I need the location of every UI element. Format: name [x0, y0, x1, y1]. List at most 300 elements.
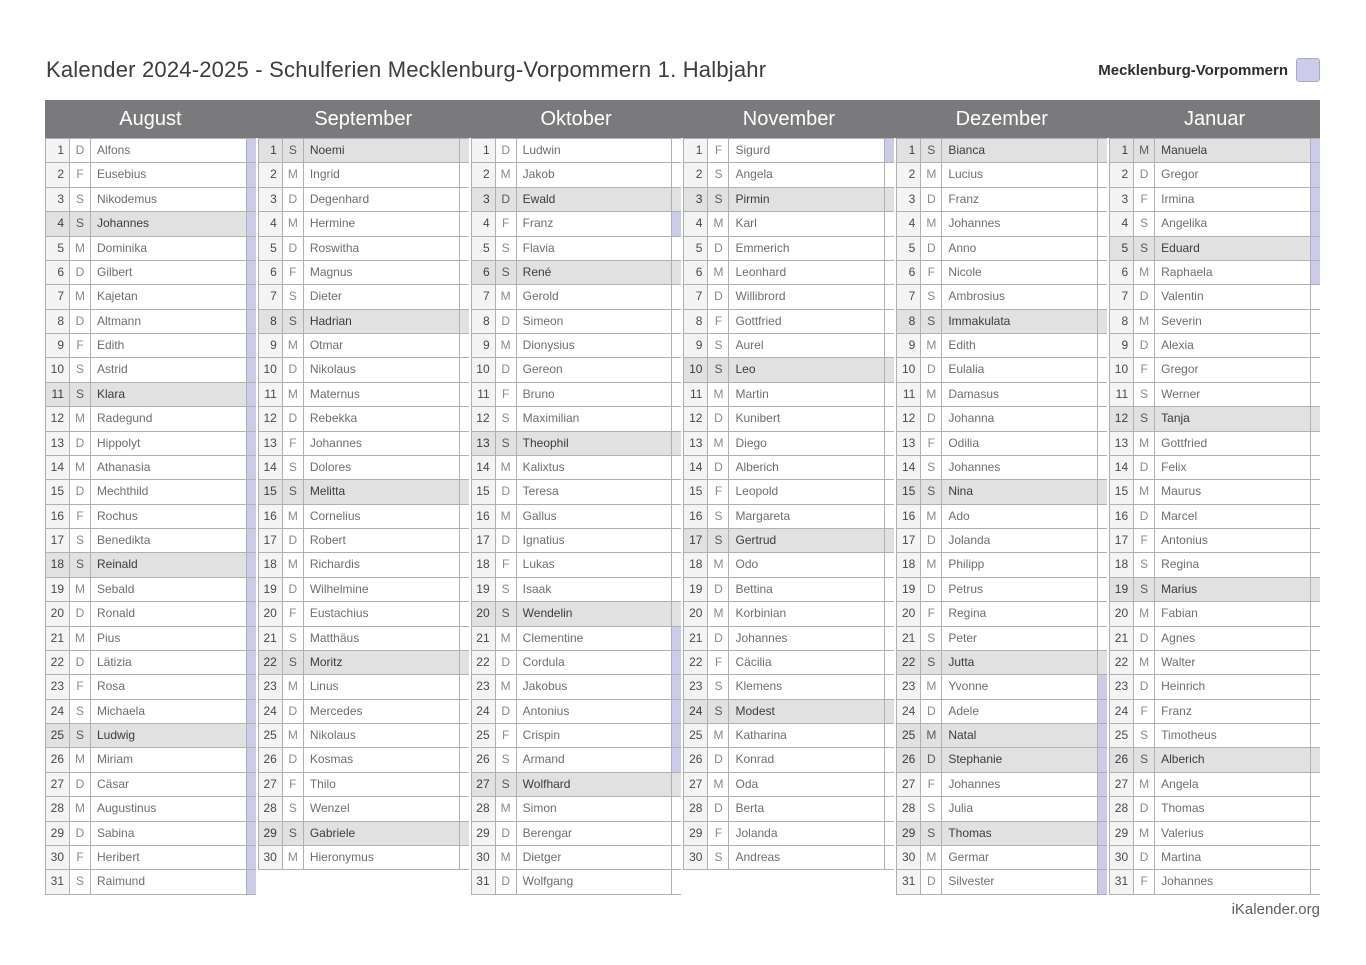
name-day: Angela [1155, 773, 1311, 796]
weekday-letter: M [921, 334, 942, 357]
weekday-letter: S [496, 578, 517, 601]
name-day: Leopold [729, 480, 885, 503]
day-row [1109, 846, 1320, 870]
site-credit-link[interactable]: iKalender.org [1231, 901, 1320, 918]
day-row [1109, 553, 1320, 577]
day-number: 26 [45, 748, 70, 771]
name-day: Dolores [304, 456, 460, 479]
name-day: Bettina [729, 578, 885, 601]
weekday-letter: D [283, 529, 304, 552]
day-row [896, 456, 1107, 480]
name-day: Marius [1155, 578, 1311, 601]
name-day: Korbinian [729, 602, 885, 625]
day-number: 27 [683, 773, 708, 796]
day-number: 28 [258, 797, 283, 820]
day-row [896, 285, 1107, 309]
strip-spacer [460, 773, 469, 796]
day-number: 30 [683, 846, 708, 869]
day-number: 2 [1109, 163, 1134, 186]
weekday-letter: S [708, 358, 729, 381]
strip-spacer [460, 846, 469, 869]
school-holiday-strip [1311, 237, 1320, 260]
day-row [45, 383, 256, 407]
day-number: 14 [258, 456, 283, 479]
day-row [258, 529, 469, 553]
name-day: Leo [729, 358, 885, 381]
strip-spacer [460, 163, 469, 186]
strip-spacer [885, 846, 894, 869]
strip-spacer [885, 724, 894, 747]
day-row [45, 822, 256, 846]
school-holiday-strip [247, 139, 256, 162]
school-holiday-strip [247, 529, 256, 552]
strip-spacer [1311, 310, 1320, 333]
name-day: Cäsar [91, 773, 247, 796]
day-row [1109, 358, 1320, 382]
day-row [258, 310, 469, 334]
weekday-letter: F [921, 773, 942, 796]
day-row [45, 188, 256, 212]
weekday-letter: M [283, 505, 304, 528]
weekday-letter: D [70, 310, 91, 333]
day-row [683, 773, 894, 797]
strip-spacer [1098, 407, 1107, 430]
strip-spacer [460, 456, 469, 479]
school-holiday-strip [247, 456, 256, 479]
day-row [683, 748, 894, 772]
day-row [1109, 822, 1320, 846]
day-row [683, 627, 894, 651]
name-day: Ignatius [517, 529, 673, 552]
strip-spacer [1311, 822, 1320, 845]
day-row [258, 773, 469, 797]
name-day: Pirmin [729, 188, 885, 211]
day-number: 12 [896, 407, 921, 430]
weekday-letter: M [283, 163, 304, 186]
weekday-letter: F [921, 602, 942, 625]
strip-spacer [460, 358, 469, 381]
day-number: 6 [45, 261, 70, 284]
day-row [258, 212, 469, 236]
weekday-letter: S [283, 797, 304, 820]
strip-spacer [1098, 432, 1107, 455]
weekday-letter: D [1134, 163, 1155, 186]
name-day: Eustachius [304, 602, 460, 625]
name-day: Kosmas [304, 748, 460, 771]
strip-spacer [1098, 651, 1107, 674]
name-day: Petrus [942, 578, 1098, 601]
name-day: Jolanda [729, 822, 885, 845]
weekday-letter: D [1134, 334, 1155, 357]
day-number: 25 [683, 724, 708, 747]
day-number: 16 [896, 505, 921, 528]
strip-spacer [672, 578, 681, 601]
day-number: 8 [471, 310, 496, 333]
day-row [1109, 480, 1320, 504]
month-header: Januar [1183, 108, 1246, 130]
day-row [1109, 748, 1320, 772]
weekday-letter: D [70, 651, 91, 674]
day-number: 5 [896, 237, 921, 260]
strip-spacer [672, 846, 681, 869]
name-day: Peter [942, 627, 1098, 650]
day-row [683, 529, 894, 553]
school-holiday-strip [1098, 846, 1107, 869]
strip-spacer [672, 139, 681, 162]
day-row [896, 553, 1107, 577]
weekday-letter: S [496, 432, 517, 455]
day-number: 13 [471, 432, 496, 455]
name-day: Ambrosius [942, 285, 1098, 308]
name-day: Sebald [91, 578, 247, 601]
name-day: Gereon [517, 358, 673, 381]
day-row [896, 237, 1107, 261]
weekday-letter: M [708, 773, 729, 796]
day-number: 17 [683, 529, 708, 552]
weekday-letter: S [708, 188, 729, 211]
name-day: Johannes [91, 212, 247, 235]
strip-spacer [885, 163, 894, 186]
day-row [45, 456, 256, 480]
day-number: 10 [683, 358, 708, 381]
day-row [258, 407, 469, 431]
day-number: 12 [471, 407, 496, 430]
day-row [896, 334, 1107, 358]
day-number: 29 [258, 822, 283, 845]
school-holiday-strip [247, 480, 256, 503]
name-day: Cornelius [304, 505, 460, 528]
weekday-letter: M [70, 237, 91, 260]
strip-spacer [1311, 334, 1320, 357]
day-number: 6 [683, 261, 708, 284]
school-holiday-strip [247, 822, 256, 845]
day-number: 22 [45, 651, 70, 674]
day-number: 1 [683, 139, 708, 162]
day-row [471, 285, 682, 309]
day-row [896, 578, 1107, 602]
name-day: Yvonne [942, 675, 1098, 698]
strip-spacer [672, 529, 681, 552]
day-row [1109, 675, 1320, 699]
day-number: 24 [1109, 700, 1134, 723]
name-day: Benedikta [91, 529, 247, 552]
school-holiday-strip [672, 724, 681, 747]
day-number: 31 [471, 870, 496, 893]
day-row [471, 334, 682, 358]
day-row [1109, 651, 1320, 675]
strip-spacer [885, 602, 894, 625]
day-number: 29 [896, 822, 921, 845]
weekday-letter: M [1134, 480, 1155, 503]
day-number: 17 [258, 529, 283, 552]
weekday-letter: F [1134, 358, 1155, 381]
day-number: 17 [1109, 529, 1134, 552]
day-row [1109, 237, 1320, 261]
day-row [258, 822, 469, 846]
weekday-letter: D [921, 870, 942, 893]
weekday-letter: D [708, 748, 729, 771]
strip-spacer [672, 553, 681, 576]
school-holiday-strip [247, 651, 256, 674]
weekday-letter: D [70, 432, 91, 455]
strip-spacer [885, 651, 894, 674]
day-number: 12 [45, 407, 70, 430]
name-day: Nicole [942, 261, 1098, 284]
name-day: Rochus [91, 505, 247, 528]
day-row [45, 310, 256, 334]
name-day: Hieronymus [304, 846, 460, 869]
day-row [896, 407, 1107, 431]
day-number: 14 [45, 456, 70, 479]
school-holiday-strip [247, 505, 256, 528]
school-holiday-strip [672, 212, 681, 235]
weekday-letter: S [708, 529, 729, 552]
name-day: Franz [1155, 700, 1311, 723]
strip-spacer [885, 310, 894, 333]
school-holiday-strip [1311, 188, 1320, 211]
strip-spacer [885, 358, 894, 381]
name-day: Silvester [942, 870, 1098, 893]
name-day: Ingrid [304, 163, 460, 186]
weekday-letter: D [283, 237, 304, 260]
name-day: Cäcilia [729, 651, 885, 674]
day-number: 18 [258, 553, 283, 576]
strip-spacer [1311, 285, 1320, 308]
day-row [45, 724, 256, 748]
weekday-letter: D [708, 237, 729, 260]
name-day: Johannes [304, 432, 460, 455]
weekday-letter: S [1134, 383, 1155, 406]
strip-spacer [1311, 724, 1320, 747]
weekday-letter: F [283, 432, 304, 455]
weekday-letter: M [708, 553, 729, 576]
name-day: Flavia [517, 237, 673, 260]
day-number: 6 [1109, 261, 1134, 284]
day-row [683, 846, 894, 870]
school-holiday-strip [247, 553, 256, 576]
weekday-letter: M [921, 846, 942, 869]
day-number: 4 [1109, 212, 1134, 235]
day-number: 24 [471, 700, 496, 723]
name-day: Natal [942, 724, 1098, 747]
name-day: Reinald [91, 553, 247, 576]
day-row [471, 748, 682, 772]
school-holiday-strip [247, 700, 256, 723]
weekday-letter: F [1134, 870, 1155, 893]
weekday-letter: F [70, 505, 91, 528]
day-row [683, 724, 894, 748]
day-number: 7 [1109, 285, 1134, 308]
name-day: Mercedes [304, 700, 460, 723]
day-number: 16 [683, 505, 708, 528]
day-row [896, 310, 1107, 334]
day-row [683, 407, 894, 431]
name-day: Edith [942, 334, 1098, 357]
name-day: Dieter [304, 285, 460, 308]
name-day: Armand [517, 748, 673, 771]
day-number: 24 [683, 700, 708, 723]
day-row [896, 651, 1107, 675]
day-row [896, 163, 1107, 187]
weekday-letter: M [496, 846, 517, 869]
day-number: 7 [683, 285, 708, 308]
name-day: Crispin [517, 724, 673, 747]
strip-spacer [460, 261, 469, 284]
weekday-letter: S [70, 383, 91, 406]
day-number: 16 [258, 505, 283, 528]
day-number: 15 [896, 480, 921, 503]
weekday-letter: F [70, 334, 91, 357]
name-day: Stephanie [942, 748, 1098, 771]
weekday-letter: M [70, 797, 91, 820]
legend-label: Mecklenburg-Vorpommern [1098, 61, 1288, 79]
day-number: 29 [471, 822, 496, 845]
name-day: Gilbert [91, 261, 247, 284]
day-row [1109, 285, 1320, 309]
day-row [896, 383, 1107, 407]
strip-spacer [1311, 870, 1320, 893]
day-number: 19 [258, 578, 283, 601]
weekday-letter: D [496, 822, 517, 845]
name-day: Johannes [942, 773, 1098, 796]
strip-spacer [672, 505, 681, 528]
weekday-letter: M [708, 432, 729, 455]
strip-spacer [1098, 529, 1107, 552]
day-number: 14 [896, 456, 921, 479]
day-row [896, 700, 1107, 724]
day-row [1109, 627, 1320, 651]
day-row [683, 334, 894, 358]
day-number: 8 [258, 310, 283, 333]
weekday-letter: M [283, 383, 304, 406]
strip-spacer [1098, 163, 1107, 186]
day-row [45, 432, 256, 456]
day-number: 28 [1109, 797, 1134, 820]
weekday-letter: M [708, 602, 729, 625]
weekday-letter: F [708, 480, 729, 503]
name-day: Johannes [729, 627, 885, 650]
day-number: 20 [1109, 602, 1134, 625]
strip-spacer [672, 310, 681, 333]
weekday-letter: F [70, 675, 91, 698]
name-day: Ado [942, 505, 1098, 528]
weekday-letter: D [283, 578, 304, 601]
day-row [45, 578, 256, 602]
month-body [471, 138, 682, 895]
name-day: Raphaela [1155, 261, 1311, 284]
day-number: 29 [45, 822, 70, 845]
day-number: 12 [1109, 407, 1134, 430]
strip-spacer [1098, 480, 1107, 503]
day-row [896, 602, 1107, 626]
weekday-letter: S [70, 188, 91, 211]
name-day: Jutta [942, 651, 1098, 674]
day-number: 11 [683, 383, 708, 406]
day-number: 27 [258, 773, 283, 796]
school-holiday-strip [672, 675, 681, 698]
strip-spacer [1311, 627, 1320, 650]
strip-spacer [885, 773, 894, 796]
weekday-letter: F [921, 261, 942, 284]
strip-spacer [885, 432, 894, 455]
weekday-letter: M [283, 334, 304, 357]
strip-spacer [885, 261, 894, 284]
month-column [45, 100, 256, 895]
weekday-letter: D [921, 578, 942, 601]
day-row [896, 480, 1107, 504]
weekday-letter: M [921, 383, 942, 406]
weekday-letter: M [70, 627, 91, 650]
strip-spacer [1311, 456, 1320, 479]
day-row [1109, 163, 1320, 187]
day-row [471, 700, 682, 724]
day-number: 21 [471, 627, 496, 650]
month-column [258, 100, 469, 895]
weekday-letter: M [1134, 822, 1155, 845]
day-row [471, 529, 682, 553]
day-number: 16 [45, 505, 70, 528]
weekday-letter: M [70, 285, 91, 308]
weekday-letter: S [283, 627, 304, 650]
strip-spacer [1311, 651, 1320, 674]
weekday-letter: F [283, 261, 304, 284]
weekday-letter: S [70, 870, 91, 893]
name-day: Roswitha [304, 237, 460, 260]
weekday-letter: S [1134, 748, 1155, 771]
day-number: 10 [471, 358, 496, 381]
day-row [1109, 870, 1320, 894]
strip-spacer [672, 407, 681, 430]
day-row [896, 822, 1107, 846]
day-row [683, 822, 894, 846]
strip-spacer [460, 383, 469, 406]
name-day: Jakobus [517, 675, 673, 698]
day-number: 1 [258, 139, 283, 162]
name-day: Raimund [91, 870, 247, 893]
name-day: Regina [1155, 553, 1311, 576]
name-day: Kajetan [91, 285, 247, 308]
day-number: 3 [471, 188, 496, 211]
name-day: Bruno [517, 383, 673, 406]
weekday-letter: D [921, 237, 942, 260]
weekday-letter: S [921, 480, 942, 503]
weekday-letter: D [496, 139, 517, 162]
name-day: Heribert [91, 846, 247, 869]
weekday-letter: D [496, 188, 517, 211]
day-row [258, 139, 469, 163]
weekday-letter: S [70, 212, 91, 235]
weekday-letter: D [921, 748, 942, 771]
day-row [45, 407, 256, 431]
day-number: 21 [258, 627, 283, 650]
weekday-letter: S [70, 529, 91, 552]
school-holiday-strip [247, 237, 256, 260]
weekday-letter: M [70, 456, 91, 479]
name-day: Konrad [729, 748, 885, 771]
strip-spacer [1098, 358, 1107, 381]
day-number: 19 [683, 578, 708, 601]
day-number: 9 [1109, 334, 1134, 357]
day-row [471, 602, 682, 626]
day-row [683, 383, 894, 407]
day-number: 9 [896, 334, 921, 357]
name-day: Angela [729, 163, 885, 186]
name-day: Nikodemus [91, 188, 247, 211]
school-holiday-strip [672, 627, 681, 650]
school-holiday-strip [1311, 261, 1320, 284]
school-holiday-strip [247, 383, 256, 406]
day-number: 28 [683, 797, 708, 820]
